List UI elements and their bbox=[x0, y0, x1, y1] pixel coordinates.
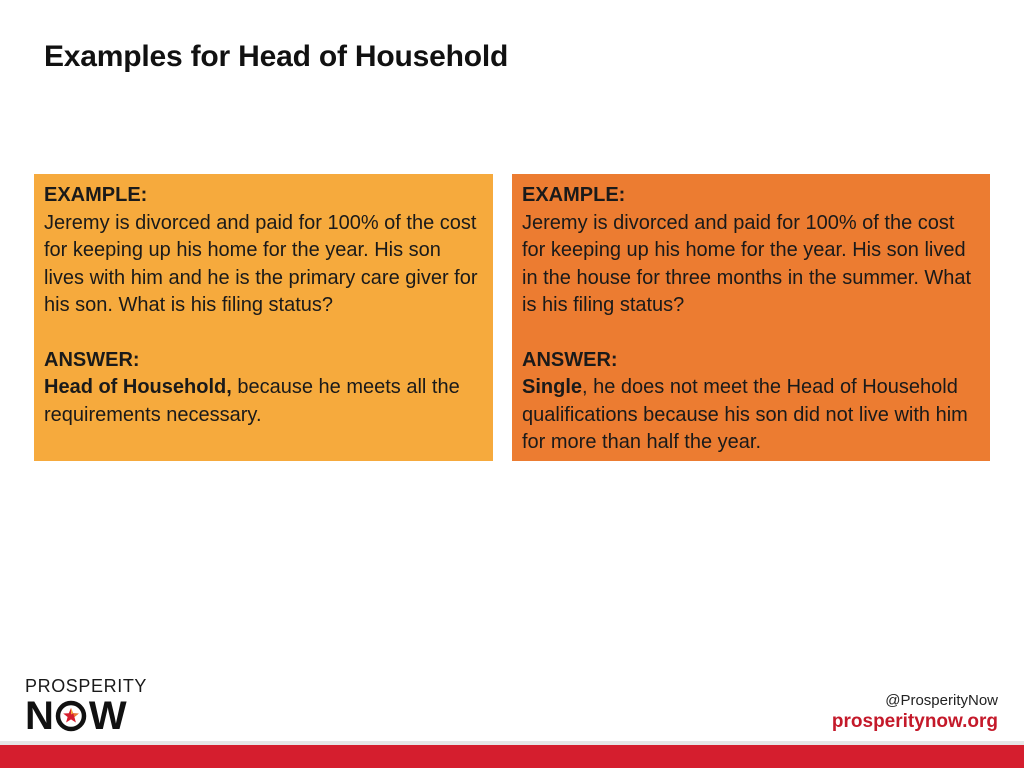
example-card-single bbox=[512, 174, 990, 461]
footer-contact bbox=[832, 692, 998, 734]
answer-highlight: Head of Household, bbox=[44, 376, 232, 398]
example-label: EXAMPLE: bbox=[44, 184, 148, 206]
example-card-head-of-household bbox=[34, 174, 493, 461]
star-burst-icon bbox=[54, 699, 88, 733]
logo-letter-w: W bbox=[88, 694, 126, 738]
footer-bar bbox=[0, 745, 1024, 768]
social-handle[interactable]: @ProsperityNow bbox=[885, 692, 998, 709]
answer-text: because he meets all the requirements necessary. bbox=[44, 376, 460, 426]
prosperity-now-logo bbox=[25, 676, 148, 738]
slide-title: Examples for Head of Household bbox=[44, 40, 509, 73]
logo-wordmark: PROSPERITY bbox=[25, 676, 148, 696]
logo-letter-n: N bbox=[25, 694, 53, 738]
answer-highlight: Single bbox=[522, 376, 583, 398]
example-label: EXAMPLE: bbox=[522, 184, 626, 206]
example-text: Jeremy is divorced and paid for 100% of the cost for keeping up his home for the year. His son lived in the house for three months in the summer. What is his filing status? bbox=[522, 211, 972, 316]
answer-label: ANSWER: bbox=[522, 348, 618, 371]
answer-label: ANSWER: bbox=[44, 348, 140, 371]
example-text: Jeremy is divorced and paid for 100% of the cost for keeping up his home for the year. His son lives with him and he is the primary care giver for his son. What is his filing status? bbox=[44, 211, 478, 316]
answer-text: , he does not meet the Head of Household qualifications because his son did not live with him for more than half the year. bbox=[522, 376, 968, 453]
website-link[interactable]: prosperitynow.org bbox=[831, 711, 998, 732]
